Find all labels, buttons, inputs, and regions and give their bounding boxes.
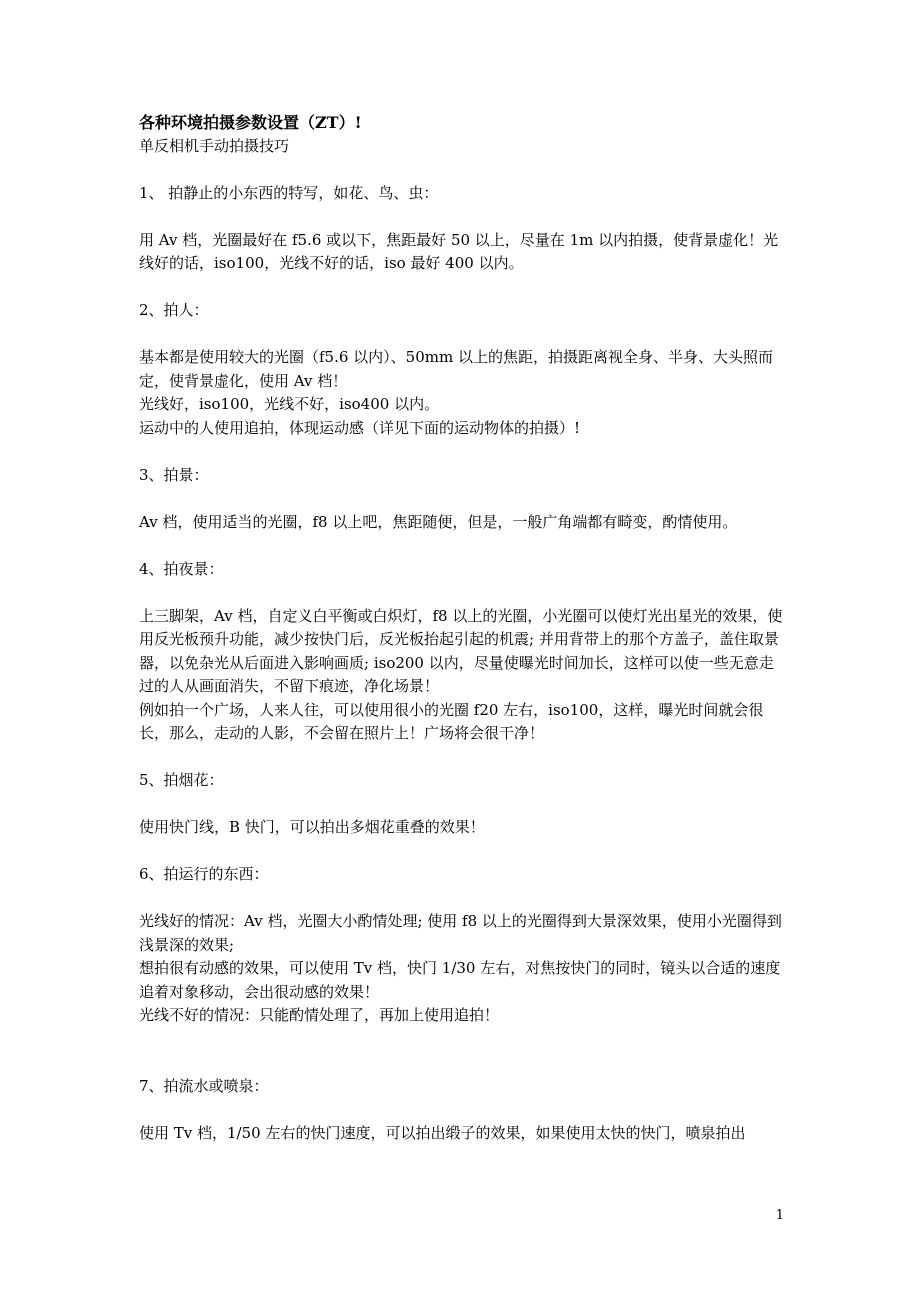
spacer [139, 440, 784, 464]
section-5-heading: 5、拍烟花： [139, 771, 224, 789]
document-title: 各种环境拍摄参数设置（ZT）! [139, 113, 362, 132]
section-3-heading: 3、拍景： [139, 465, 209, 484]
document-subtitle: 单反相机手动拍摄技巧 [139, 136, 290, 155]
section-4-heading: 4、拍夜景： [139, 559, 224, 578]
section-6-heading: 6、拍运行的东西： [139, 865, 269, 883]
section-3-paragraph: Av 档，使用适当的光圈，f8 以上吧，焦距随便，但是，一般广角端都有畸变，酌情使用。 [139, 512, 738, 531]
section-1-heading: 1、 拍静止的小东西的特写，如花、鸟、虫： [139, 183, 439, 202]
spacer [139, 581, 784, 605]
spacer [139, 276, 784, 300]
section-7-heading: 7、拍流水或喷泉： [139, 1076, 269, 1095]
section-1-paragraph: 用 Av 档，光圈最好在 f5.6 或以下，焦距最好 50 以上，尽量在 1m 以内拍摄，使背景虚化！光线好的话，iso100，光线不好的话，iso 最好 400 以内。 [139, 230, 779, 272]
section-5-paragraph: 使用快门线，B 快门，可以拍出多烟花重叠的效果！ [139, 818, 485, 836]
spacer [139, 1028, 784, 1075]
section-7-paragraph: 使用 Tv 档，1/50 左右的快门速度，可以拍出缎子的效果，如果使用太快的快门，喷泉拍出 [139, 1123, 746, 1142]
spacer [139, 1098, 784, 1122]
spacer [139, 534, 784, 558]
section-2-heading: 2、拍人： [139, 301, 209, 319]
document-body [139, 111, 784, 1145]
section-4-paragraph: 例如拍一个广场，人来人往，可以使用很小的光圈 f20 左右，iso100，这样，曝光时间就会很长，那么，走动的人影，不会留在照片上！广场将会很干净！ [139, 700, 764, 742]
section-6-paragraph: 光线不好的情况：只能酌情处理了，再加上使用追拍！ [139, 1006, 500, 1024]
spacer [139, 487, 784, 511]
page-number: 1 [775, 1208, 784, 1223]
section-2-paragraph: 运动中的人使用追拍，体现运动感（详见下面的运动物体的拍摄）! [139, 418, 581, 437]
spacer [139, 793, 784, 817]
section-6-paragraph: 想拍很有动感的效果，可以使用 Tv 档，快门 1/30 左右，对焦按快门的同时，镜头以合适的速度追着对象移动，会出很动感的效果！ [139, 959, 781, 1001]
section-2-paragraph: 基本都是使用较大的光圈（f5.6 以内）、50mm 以上的焦距，拍摄距离视全身、半身、大头照而定，使背景虚化，使用 Av 档！ [139, 348, 773, 390]
spacer [139, 205, 784, 229]
section-4-paragraph: 上三脚架，Av 档，自定义白平衡或白炽灯，f8 以上的光圈，小光圈可以使灯光出星光的效果，使用反光板预升功能，减少按快门后，反光板抬起引起的机震; 并用背带上的那个方盖子，盖住取景器，以免杂光从后面进入影响画质; iso200 以内，尽量使曝光时间加长，这样可以使一些无意走过的人从画面消失，不留下痕迹，净化场景！ [139, 606, 783, 695]
spacer [139, 887, 784, 911]
section-2-paragraph: 光线好，iso100，光线不好，iso400 以内。 [139, 395, 440, 413]
spacer [139, 746, 784, 770]
spacer [139, 840, 784, 864]
spacer [139, 323, 784, 347]
section-6-paragraph: 光线好的情况：Av 档，光圈大小酌情处理; 使用 f8 以上的光圈得到大景深效果，使用小光圈得到浅景深的效果; [139, 912, 782, 954]
spacer [139, 158, 784, 182]
